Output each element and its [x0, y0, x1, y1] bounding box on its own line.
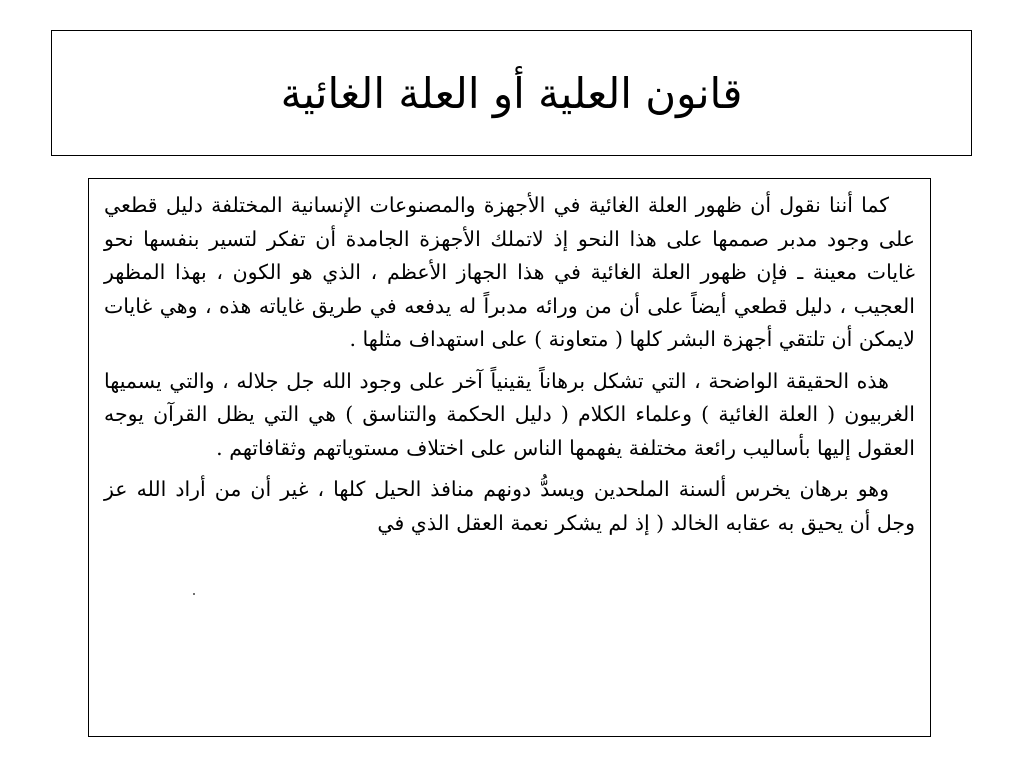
- paragraph-2: [104, 365, 915, 466]
- scan-speck: [193, 593, 195, 595]
- paragraph-3: [104, 473, 915, 540]
- paragraph-1: [104, 189, 915, 357]
- title-box: [51, 30, 972, 156]
- paragraph-1-text: كما أننا نقول أن ظهور العلة الغائية في الأجهزة والمصنوعات الإنسانية المختلفة دليل قطعي على وجود مدبر صممها على هذا النحو إذ لاتملك الأجهزة الجامدة أن تفكر لتسير بنفسها نحو غايات معينة ـ فإن ظهور العلة الغائية في هذا الجهاز الأعظم ، الذي هو الكون ، بهذا المظهر العجيب ، دليل قطعي أيضاً على أن من ورائه مدبراً له يدفعه في طريق غاياته هذه ، وهي غايات لايمكن أن تلتقي أجهزة البشر كلها ( متعاونة ) على استهداف مثلها .: [104, 193, 916, 351]
- paragraph-2-text: هذه الحقيقة الواضحة ، التي تشكل برهاناً يقينياً آخر على وجود الله جل جلاله ، والتي يسميها الغربيون ( العلة الغائية ) وعلماء الكلام ( دليل الحكمة والتناسق ) هي التي يظل القرآن يوجه العقول إليها بأساليب رائعة مختلفة يفهمها الناس على اختلاف مستوياتهم وثقافاتهم .: [104, 368, 915, 460]
- scanned-page-excerpt: [88, 178, 931, 737]
- slide-title: قانون العلية أو العلة الغائية: [280, 68, 743, 118]
- paragraph-3-text: وهو برهان يخرس ألسنة الملحدين ويسدُّ دونهم منافذ الحيل كلها ، غير أن من أراد الله عز وجل أن يحيق به عقابه الخالد ( إذ لم يشكر نعمة العقل الذي في: [104, 477, 915, 535]
